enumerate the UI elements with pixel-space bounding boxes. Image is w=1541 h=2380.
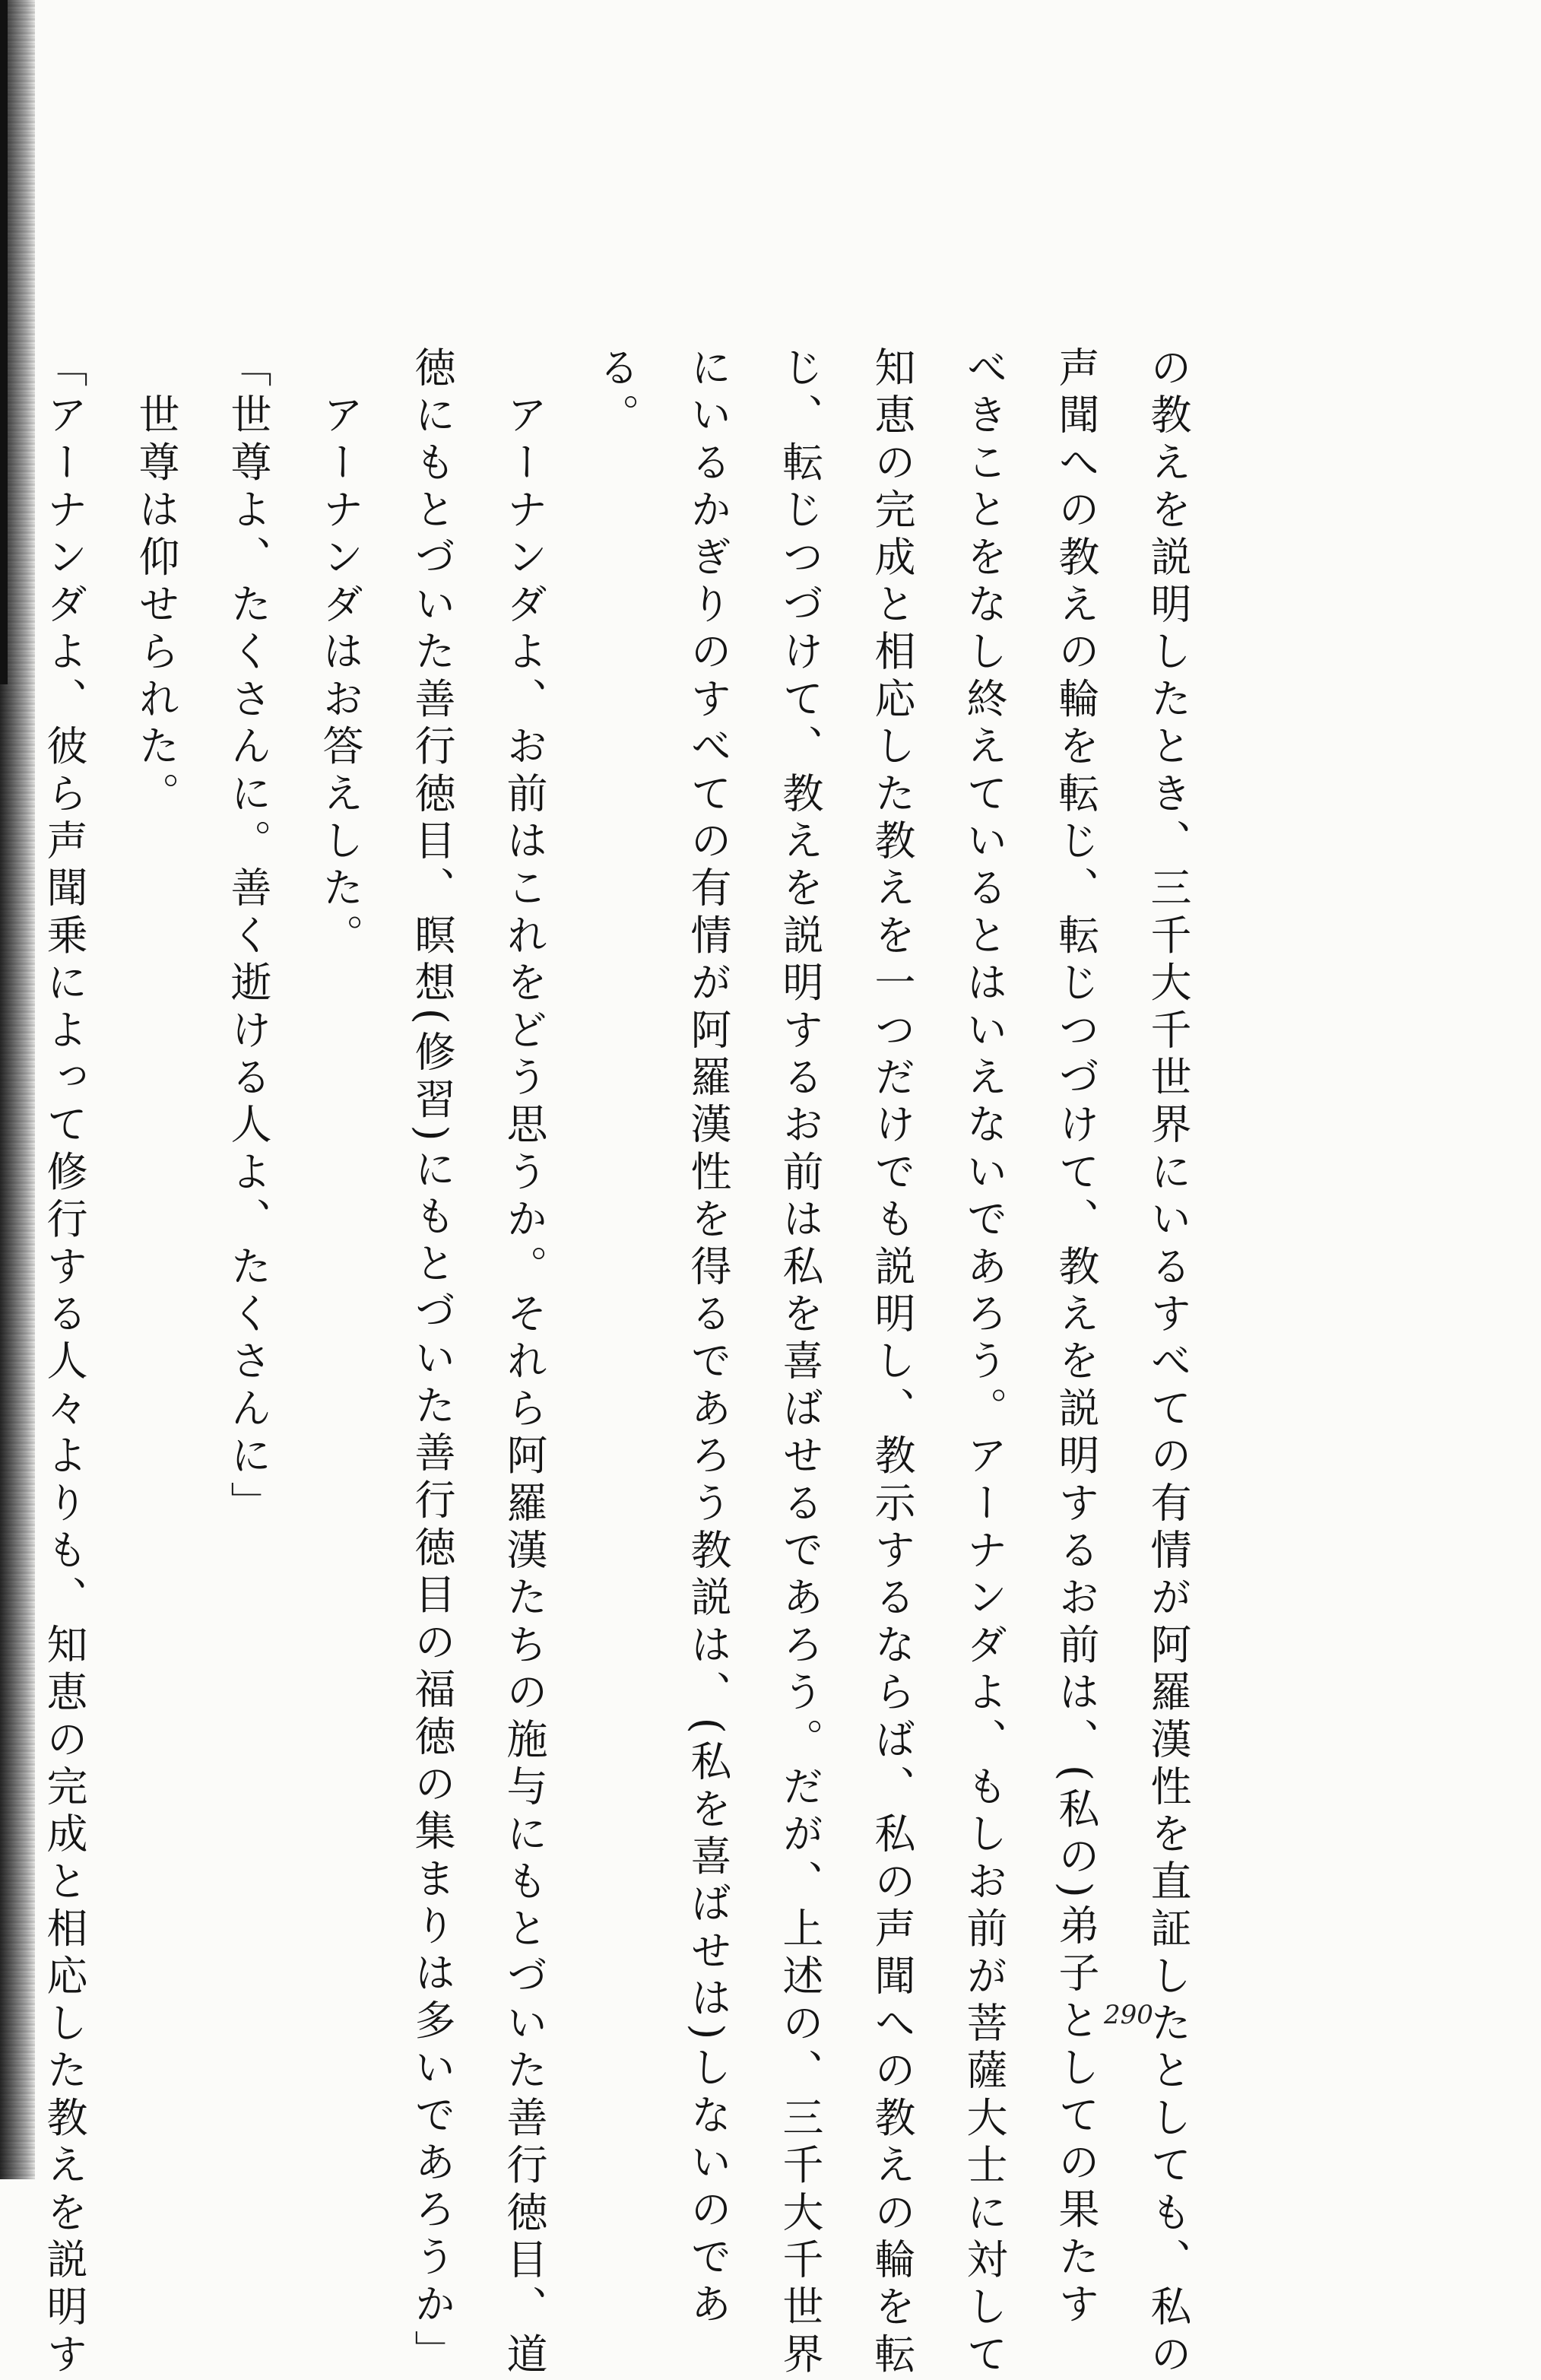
text-line: べきことをなし終えているとはいえないであろう。アーナンダよ、もしお前が菩薩大士に対して [960,346,1008,2380]
text-line: 知恵の完成と相応した教えを一つだけでも説明し、教示するならば、私の声聞への教えの輪を転 [868,346,916,2380]
text-line: 世尊は仰せられた。 [132,346,180,819]
text-line: の教えを説明したとき、三千大千世界にいるすべての有情が阿羅漢性を直証したとしても、私の [1144,346,1192,2380]
text-line: 徳にもとづいた善行徳目、瞑想(修習)にもとづいた善行徳目の福徳の集まりは多いであろうか」 [408,346,456,2377]
text-line: 「世尊よ、たくさんに。善く逝ける人よ、たくさんに」 [224,346,272,1528]
page-number: 290 [1104,2000,1153,2030]
text-line: じ、転じつづけて、教えを説明するお前は私を喜ばせるであろう。だが、上述の、三千大千世界 [776,346,824,2380]
text-line: アーナンダよ、お前はこれをどう思うか。それら阿羅漢たちの施与にもとづいた善行徳目、道 [500,346,548,2380]
text-line: 声聞への教えの輪を転じ、転じつづけて、教えを説明するお前は、(私の)弟子としての果たす [1052,346,1100,2330]
text-line: 「アーナンダよ、彼ら声聞乗によって修行する人々よりも、知恵の完成と相応した教えを説明す [40,346,88,2380]
vertical-text-body [0,346,1214,2380]
text-line: アーナンダはお答えした。 [316,346,364,961]
text-line: る。 [592,346,640,441]
text-line: にいるかぎりのすべての有情が阿羅漢性を得るであろう教説は、(私を喜ばせは)しないのであ [684,346,732,2330]
text-line [0,346,18,2080]
